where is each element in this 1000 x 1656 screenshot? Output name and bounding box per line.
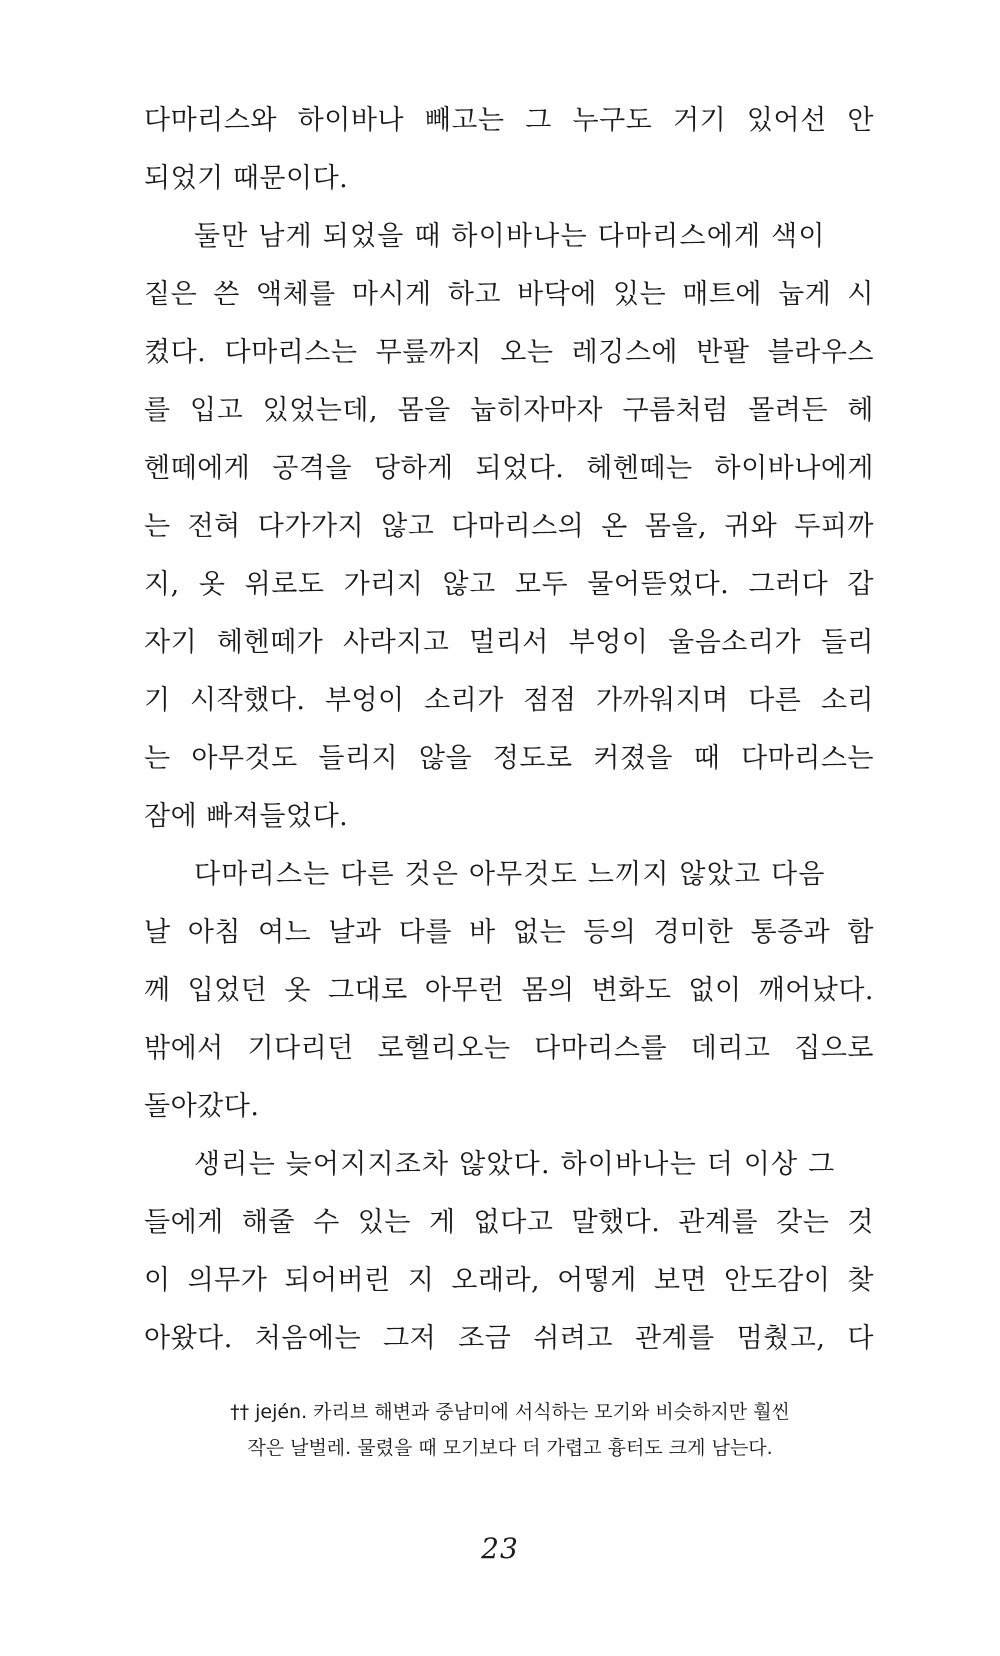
footnote-line: †† jején. 카리브 해변과 중남미에 서식하는 모기와 비슷하지만 훨씬 [230,1401,790,1423]
text-line: 헨떼에게 공격을 당하게 되었다. 헤헨떼는 하이바나에게 [144,453,874,484]
text-line: 께 입었던 옷 그대로 아무런 몸의 변화도 없이 깨어났다. [144,975,874,1006]
text-line: 이 의무가 되어버린 지 오래라, 어떻게 보면 안도감이 찾 [144,1265,874,1296]
text-line: 아왔다. 처음에는 그저 조금 쉬려고 관계를 멈췄고, 다 [144,1323,874,1354]
text-line: 들에게 해줄 수 있는 게 없다고 말했다. 관계를 갖는 것 [144,1207,874,1238]
text-line: 생리는 늦어지지조차 않았다. 하이바나는 더 이상 그 [194,1149,836,1180]
text-line: 둘만 남게 되었을 때 하이바나는 다마리스에게 색이 [194,221,826,252]
text-line: 밖에서 기다리던 로헬리오는 다마리스를 데리고 집으로 [144,1033,874,1064]
footnote-line: 작은 날벌레. 물렸을 때 모기보다 더 가렵고 흉터도 크게 남는다. [247,1437,773,1459]
text-line: 는 전혀 다가가지 않고 다마리스의 온 몸을, 귀와 두피까 [144,511,874,542]
text-line: 되었기 때문이다. [144,163,349,194]
body-text [144,92,874,1368]
text-line: 는 아무것도 들리지 않을 정도로 커졌을 때 다마리스는 [144,743,874,774]
text-line: 짙은 쓴 액체를 마시게 하고 바닥에 있는 매트에 눕게 시 [144,279,874,310]
text-line: 지, 옷 위로도 가리지 않고 모두 물어뜯었다. 그러다 갑 [144,569,874,600]
text-line: 를 입고 있었는데, 몸을 눕히자마자 구름처럼 몰려든 헤 [144,395,874,426]
text-line: 날 아침 여느 날과 다를 바 없는 등의 경미한 통증과 함 [144,917,874,948]
text-line: 기 시작했다. 부엉이 소리가 점점 가까워지며 다른 소리 [144,685,874,716]
text-line: 잠에 빠져들었다. [144,801,349,832]
text-line: 자기 헤헨떼가 사라지고 멀리서 부엉이 울음소리가 들리 [144,627,874,658]
text-line: 다마리스는 다른 것은 아무것도 느끼지 않았고 다음 [194,859,826,890]
text-line: 돌아갔다. [144,1091,260,1122]
text-line: 켰다. 다마리스는 무릎까지 오는 레깅스에 반팔 블라우스 [144,337,874,368]
text-line: 다마리스와 하이바나 빼고는 그 누구도 거기 있어선 안 [144,105,874,136]
page-number: 23 [481,1532,519,1565]
footnote [150,1394,870,1466]
